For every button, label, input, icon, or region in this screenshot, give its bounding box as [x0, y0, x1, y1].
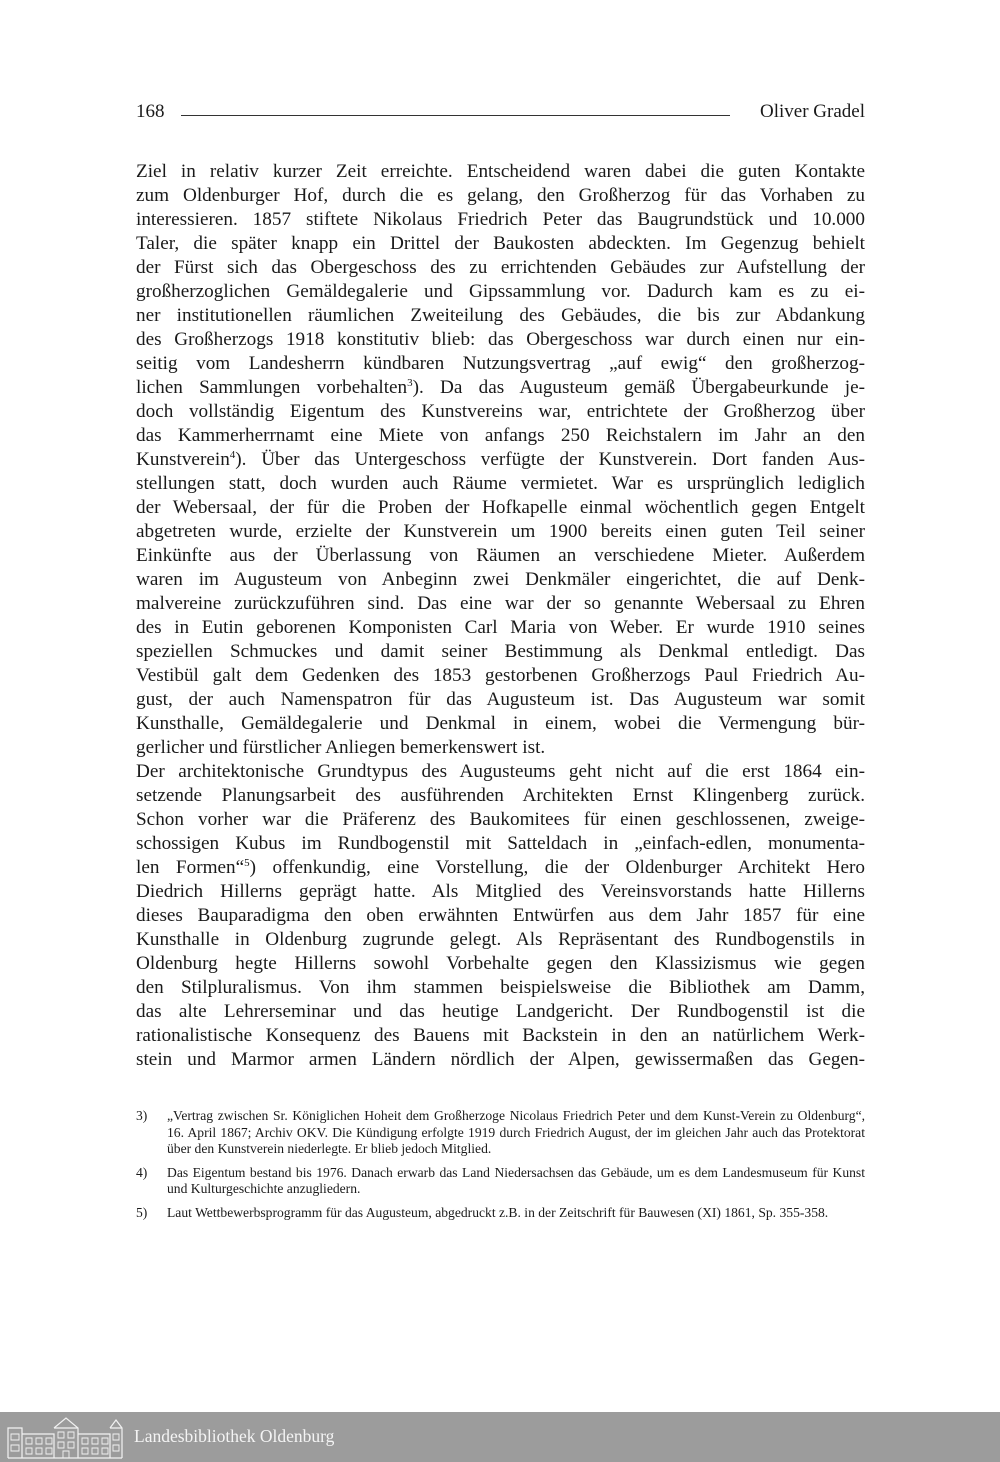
text-line	[136, 736, 865, 760]
text-line	[136, 928, 865, 952]
text-line	[136, 1000, 865, 1024]
text-line	[136, 568, 865, 592]
text-segment: stein und Marmor armen Ländern nördlich der Alpen, gewissermaßen das Gegen-	[136, 1049, 865, 1070]
text-line	[136, 352, 865, 376]
text-line	[136, 496, 865, 520]
library-name: Landesbibliothek Oldenburg	[134, 1426, 335, 1446]
text-line	[136, 424, 865, 448]
text-line	[136, 808, 865, 832]
text-segment: des in Eutin geborenen Komponisten Carl Maria von Weber. Er wurde 1910 seines	[136, 617, 865, 638]
text-line	[136, 328, 865, 352]
text-line	[136, 520, 865, 544]
text-line	[136, 664, 865, 688]
text-line	[136, 760, 865, 784]
running-head-author: Oliver Gradel	[760, 101, 865, 122]
text-segment: setzende Planungsarbeit des ausführenden Architekten Ernst Klingenberg zurück.	[136, 785, 865, 806]
text-segment: seitig vom Landesherrn kündbaren Nutzungsvertrag „auf ewig“ den großherzog-	[136, 353, 865, 374]
text-segment: Ziel in relativ kurzer Zeit erreichte. Entscheidend waren dabei die guten Kontakte	[136, 161, 865, 182]
text-segment: interessieren. 1857 stiftete Nikolaus Friedrich Peter das Baugrundstück und 10.000	[136, 209, 865, 230]
text-segment: stellungen statt, doch wurden auch Räume vermietet. War es ursprünglich lediglich	[136, 473, 865, 494]
text-segment: Kunsthalle in Oldenburg zugrunde gelegt. Als Repräsentant des Rundbogenstils in	[136, 929, 865, 950]
footnote-number: 3)	[136, 1108, 148, 1123]
text-segment: Diedrich Hillerns geprägt hatte. Als Mitglied des Vereinsvorstands hatte Hillerns	[136, 881, 865, 902]
body-text	[136, 160, 865, 1072]
text-segment: Vestibül galt dem Gedenken des 1853 gestorbenen Großherzogs Paul Friedrich Au-	[136, 665, 865, 686]
footnote-reference: 4	[229, 449, 236, 461]
text-line	[136, 376, 865, 400]
footnotes	[136, 1108, 865, 1229]
page-number: 168	[136, 101, 165, 122]
footnote	[136, 1108, 865, 1158]
library-building-logo-icon	[6, 1414, 124, 1460]
text-line	[136, 304, 865, 328]
footnote-reference: 5	[244, 857, 250, 869]
text-segment: dieses Bauparadigma den oben erwähnten Entwürfen aus dem Jahr 1857 für eine	[136, 905, 865, 926]
text-segment: ). Über das Untergeschoss verfügte der Kunstverein. Dort fanden Aus-	[235, 449, 865, 470]
text-line	[136, 184, 865, 208]
footnote-reference: 3	[407, 377, 413, 389]
text-line	[136, 640, 865, 664]
text-segment: Oldenburg hegte Hillerns sowohl Vorbehalte gegen den Klassizismus wie gegen	[136, 953, 865, 974]
text-line	[136, 160, 865, 184]
text-segment: ). Da das Augusteum gemäß Übergabeurkunde je-	[412, 377, 865, 398]
text-line	[136, 832, 865, 856]
text-segment: rationalistische Konsequenz des Bauens mit Backstein in den an natürlichem Werk-	[136, 1025, 865, 1046]
text-line	[136, 256, 865, 280]
library-footer-bar	[0, 1412, 1000, 1462]
text-segment: den Stilpluralismus. Von ihm stammen beispielsweise die Bibliothek am Damm,	[136, 977, 865, 998]
text-segment: abgetreten wurde, erzielte der Kunstverein um 1900 bereits einen guten Teil seiner	[136, 521, 865, 542]
text-segment: doch vollständig Eigentum des Kunstvereins war, entrichtete der Großherzog über	[136, 401, 865, 422]
footnote	[136, 1205, 865, 1222]
text-segment: Kunstverein	[136, 449, 230, 470]
text-segment: der Webersaal, der für die Proben der Hofkapelle einmal wöchentlich gegen Entgelt	[136, 497, 865, 518]
text-line	[136, 880, 865, 904]
text-line	[136, 592, 865, 616]
text-line	[136, 688, 865, 712]
text-segment: len Formen“	[136, 857, 245, 878]
text-segment: Kunsthalle, Gemäldegalerie und Denkmal in einem, wobei die Vermengung bür-	[136, 713, 865, 734]
text-segment: gust, der auch Namenspatron für das Augusteum ist. Das Augusteum war somit	[136, 689, 865, 710]
text-line	[136, 1024, 865, 1048]
text-line	[136, 976, 865, 1000]
text-segment: lichen Sammlungen vorbehalten	[136, 377, 408, 398]
text-line	[136, 400, 865, 424]
text-segment: zum Oldenburger Hof, durch die es gelang, den Großherzog für das Vorhaben zu	[136, 185, 865, 206]
text-line	[136, 448, 865, 472]
text-segment: Der architektonische Grundtypus des Augusteums geht nicht auf die erst 1864 ein-	[136, 761, 865, 782]
text-segment: großherzoglichen Gemäldegalerie und Gipssammlung vor. Dadurch kam es zu ei-	[136, 281, 865, 302]
text-line	[136, 472, 865, 496]
footnote-text: Das Eigentum bestand bis 1976. Danach erwarb das Land Niedersachsen das Gebäude, um es dem Landesmuseum für Kunst und Kulturgeschichte anzugliedern.	[167, 1164, 865, 1197]
header-rule	[181, 115, 730, 116]
footnote-number: 5)	[136, 1204, 148, 1220]
text-line	[136, 544, 865, 568]
text-line	[136, 616, 865, 640]
text-line	[136, 952, 865, 976]
text-segment: malvereine zurückzuführen sind. Das eine war der so genannte Webersaal zu Ehren	[136, 593, 865, 614]
text-segment: Schon vorher war die Präferenz des Baukomitees für einen geschlossenen, zweige-	[136, 809, 865, 830]
text-segment: ) offenkundig, eine Vorstellung, die der Oldenburger Architekt Hero	[249, 857, 865, 878]
text-segment: der Fürst sich das Obergeschoss des zu errichtenden Gebäudes zur Aufstellung der	[136, 257, 865, 278]
text-line	[136, 904, 865, 928]
text-line	[136, 280, 865, 304]
text-segment: speziellen Schmuckes und damit seiner Bestimmung als Denkmal entledigt. Das	[136, 641, 865, 662]
text-line	[136, 856, 865, 880]
text-line	[136, 712, 865, 736]
text-segment: Taler, die später knapp ein Drittel der Baukosten abdeckten. Im Gegenzug behielt	[136, 233, 865, 254]
footnote	[136, 1165, 865, 1198]
text-segment: schossigen Kubus im Rundbogenstil mit Satteldach in „einfach-edlen, monumenta-	[136, 833, 865, 854]
text-segment: gerlicher und fürstlicher Anliegen bemerkenswert ist.	[136, 737, 546, 758]
text-segment: des Großherzogs 1918 konstitutiv blieb: das Obergeschoss war durch einen nur ein-	[136, 329, 865, 350]
text-segment: waren im Augusteum von Anbeginn zwei Denkmäler eingerichtet, die auf Denk-	[136, 569, 865, 590]
text-line	[136, 784, 865, 808]
text-segment: das alte Lehrerseminar und das heutige Landgericht. Der Rundbogenstil ist die	[136, 1001, 865, 1022]
text-segment: ner institutionellen räumlichen Zweiteilung des Gebäudes, die bis zur Abdankung	[136, 305, 865, 326]
footnote-text: Laut Wettbewerbsprogramm für das Augusteum, abgedruckt z.B. in der Zeitschrift für Bauwesen (XI) 1861, Sp. 355-358.	[167, 1204, 829, 1220]
text-line	[136, 208, 865, 232]
text-segment: das Kammerherrnamt eine Miete von anfangs 250 Reichstalern im Jahr an den	[136, 425, 865, 446]
footnote-text: „Vertrag zwischen Sr. Königlichen Hoheit dem Großherzoge Nicolaus Friedrich Peter und dem Kunst-Verein zu Oldenburg“, 16. April 1867; Archiv OKV. Die Kündigung erfolgte 1919 durch Friedrich August, der im gleichen Jahr auch das Protektorat über den Kunstverein niederlegte. Er blieb jedoch Mitglied.	[167, 1108, 865, 1157]
text-line	[136, 1048, 865, 1072]
text-line	[136, 232, 865, 256]
text-segment: Einkünfte aus der Überlassung von Räumen an verschiedene Mieter. Außerdem	[136, 545, 865, 566]
footnote-number: 4)	[136, 1164, 148, 1180]
